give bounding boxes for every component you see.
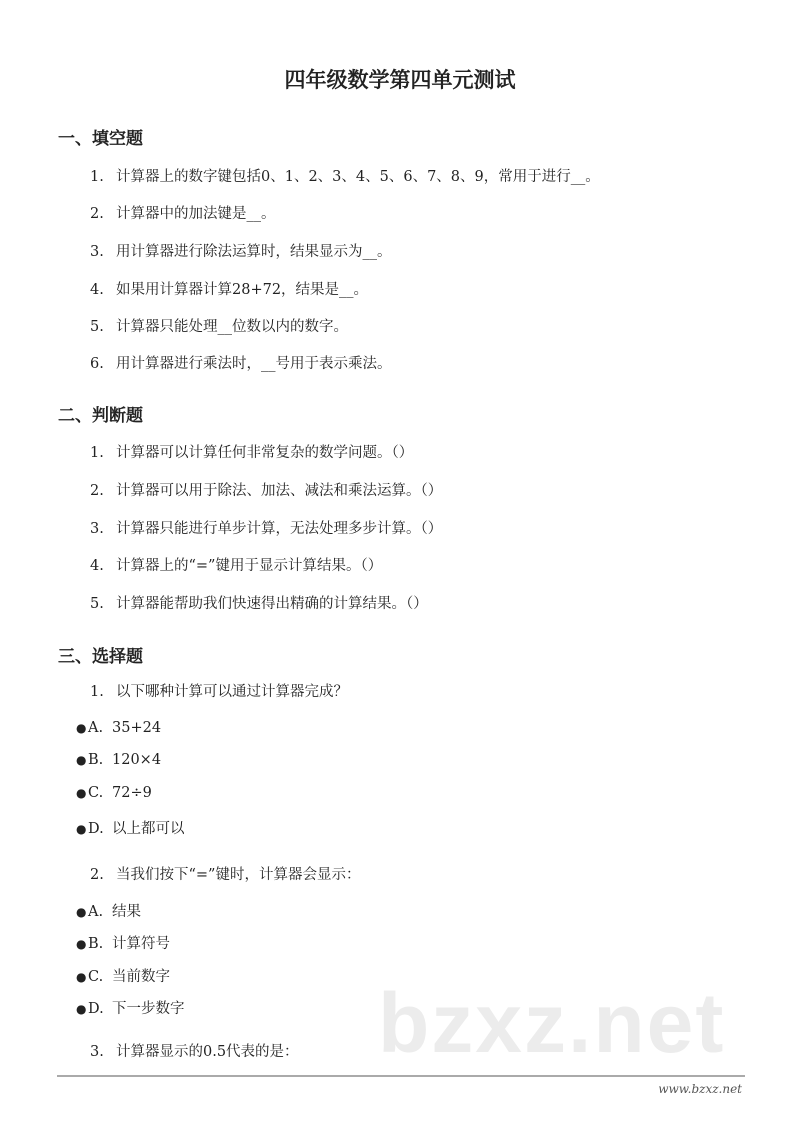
- question-item: 6. 用计算器进行乘法时，__号用于表示乘法。: [90, 356, 392, 372]
- option-item: ● D. 以上都可以: [76, 821, 185, 837]
- question-item: 3. 用计算器进行除法运算时，结果显示为__。: [90, 244, 392, 260]
- question-item: 5. 计算器只能处理__位数以内的数字。: [90, 319, 348, 335]
- question-item: 2. 当我们按下“=”键时，计算器会显示：: [90, 867, 361, 883]
- question-item: 1. 以下哪种计算可以通过计算器完成？: [90, 684, 348, 700]
- question-item: 1. 计算器上的数字键包括0、1、2、3、4、5、6、7、8、9，常用于进行__。: [90, 169, 600, 185]
- question-item: 3. 计算器显示的0.5代表的是：: [90, 1044, 299, 1060]
- option-item: ● D. 下一步数字: [76, 1001, 185, 1017]
- option-item: ● A. 结果: [76, 904, 141, 920]
- question-item: 1. 计算器可以计算任何非常复杂的数学问题。（）: [90, 445, 414, 461]
- page-title: 四年级数学第四单元测试: [284, 68, 516, 92]
- question-item: 2. 计算器可以用于除法、加法、减法和乘法运算。（）: [90, 483, 443, 499]
- option-item: ● C. 当前数字: [76, 969, 170, 985]
- option-item: ● B. 计算符号: [76, 936, 170, 952]
- question-item: 4. 如果用计算器计算28+72，结果是__。: [90, 282, 369, 298]
- footer-divider: [57, 1075, 745, 1077]
- footer-url: www.bzxz.net: [658, 1082, 742, 1096]
- option-item: ● B. 120×4: [76, 752, 162, 768]
- section-heading: 一、填空题: [58, 129, 143, 149]
- watermark: bzxz.net: [378, 976, 726, 1070]
- question-item: 3. 计算器只能进行单步计算，无法处理多步计算。（）: [90, 521, 443, 537]
- option-item: ● C. 72÷9: [76, 785, 152, 801]
- option-item: ● A. 35+24: [76, 720, 162, 736]
- question-item: 2. 计算器中的加法键是__。: [90, 206, 276, 222]
- section-heading: 二、判断题: [58, 406, 143, 426]
- question-item: 4. 计算器上的“=”键用于显示计算结果。（）: [90, 558, 383, 574]
- question-item: 5. 计算器能帮助我们快速得出精确的计算结果。（）: [90, 596, 428, 612]
- section-heading: 三、选择题: [58, 647, 143, 667]
